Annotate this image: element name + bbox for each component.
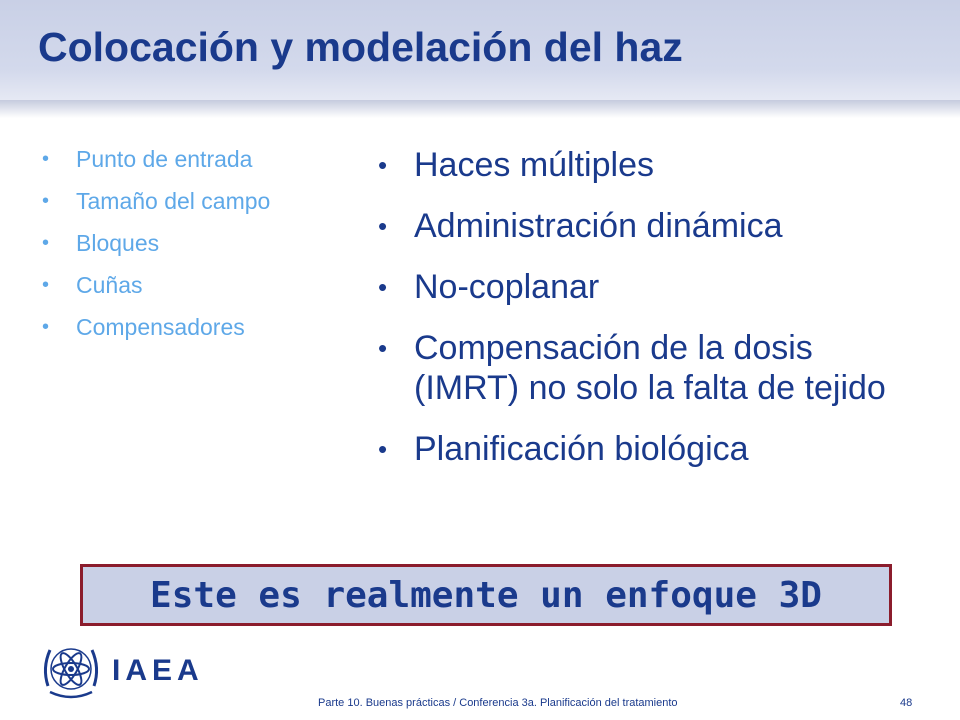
- list-item: [42, 268, 372, 310]
- bullet-icon: •: [378, 150, 388, 180]
- bullet-icon: •: [42, 148, 50, 170]
- bullet-icon: •: [378, 272, 388, 302]
- header-shadow: [0, 100, 960, 118]
- list-item: [378, 328, 918, 408]
- list-item: [42, 310, 372, 352]
- callout-box: [80, 564, 892, 626]
- list-item-label: Administración dinámica: [414, 207, 783, 245]
- list-item-label: Compensadores: [76, 314, 245, 340]
- bullet-icon: •: [42, 190, 50, 212]
- bullet-icon: •: [378, 434, 388, 464]
- brand-wordmark: IAEA: [112, 654, 204, 687]
- callout-text: Este es realmente un enfoque 3D: [150, 574, 822, 616]
- bullet-icon: •: [42, 232, 50, 254]
- list-item-label: Punto de entrada: [76, 146, 253, 172]
- list-item: [378, 206, 918, 246]
- list-item: [378, 267, 918, 307]
- list-item-label: Planificación biológica: [414, 430, 749, 468]
- page-number: 48: [900, 697, 913, 709]
- bullet-icon: •: [378, 211, 388, 241]
- list-item: [42, 226, 372, 268]
- bullet-icon: •: [42, 274, 50, 296]
- right-bullet-list: [378, 145, 918, 490]
- list-item-label: Bloques: [76, 230, 160, 256]
- bullet-icon: •: [42, 316, 50, 338]
- list-item: [378, 429, 918, 469]
- bullet-icon: •: [378, 333, 388, 363]
- slide-title: Colocación y modelación del haz: [38, 24, 683, 70]
- list-item-label: Tamaño del campo: [76, 188, 271, 214]
- list-item: [378, 145, 918, 185]
- un-emblem-icon: [36, 636, 106, 706]
- list-item-label: Haces múltiples: [414, 146, 654, 184]
- footer-text: Parte 10. Buenas prácticas / Conferencia 3a. Planificación del tratamiento: [318, 697, 678, 709]
- list-item-label: Cuñas: [76, 272, 143, 298]
- left-bullet-list: [42, 142, 372, 352]
- list-item-label: No-coplanar: [414, 268, 600, 306]
- list-item-label: Compensación de la dosis (IMRT) no solo la falta de tejido: [414, 329, 886, 407]
- list-item: [42, 184, 372, 226]
- list-item: [42, 142, 372, 184]
